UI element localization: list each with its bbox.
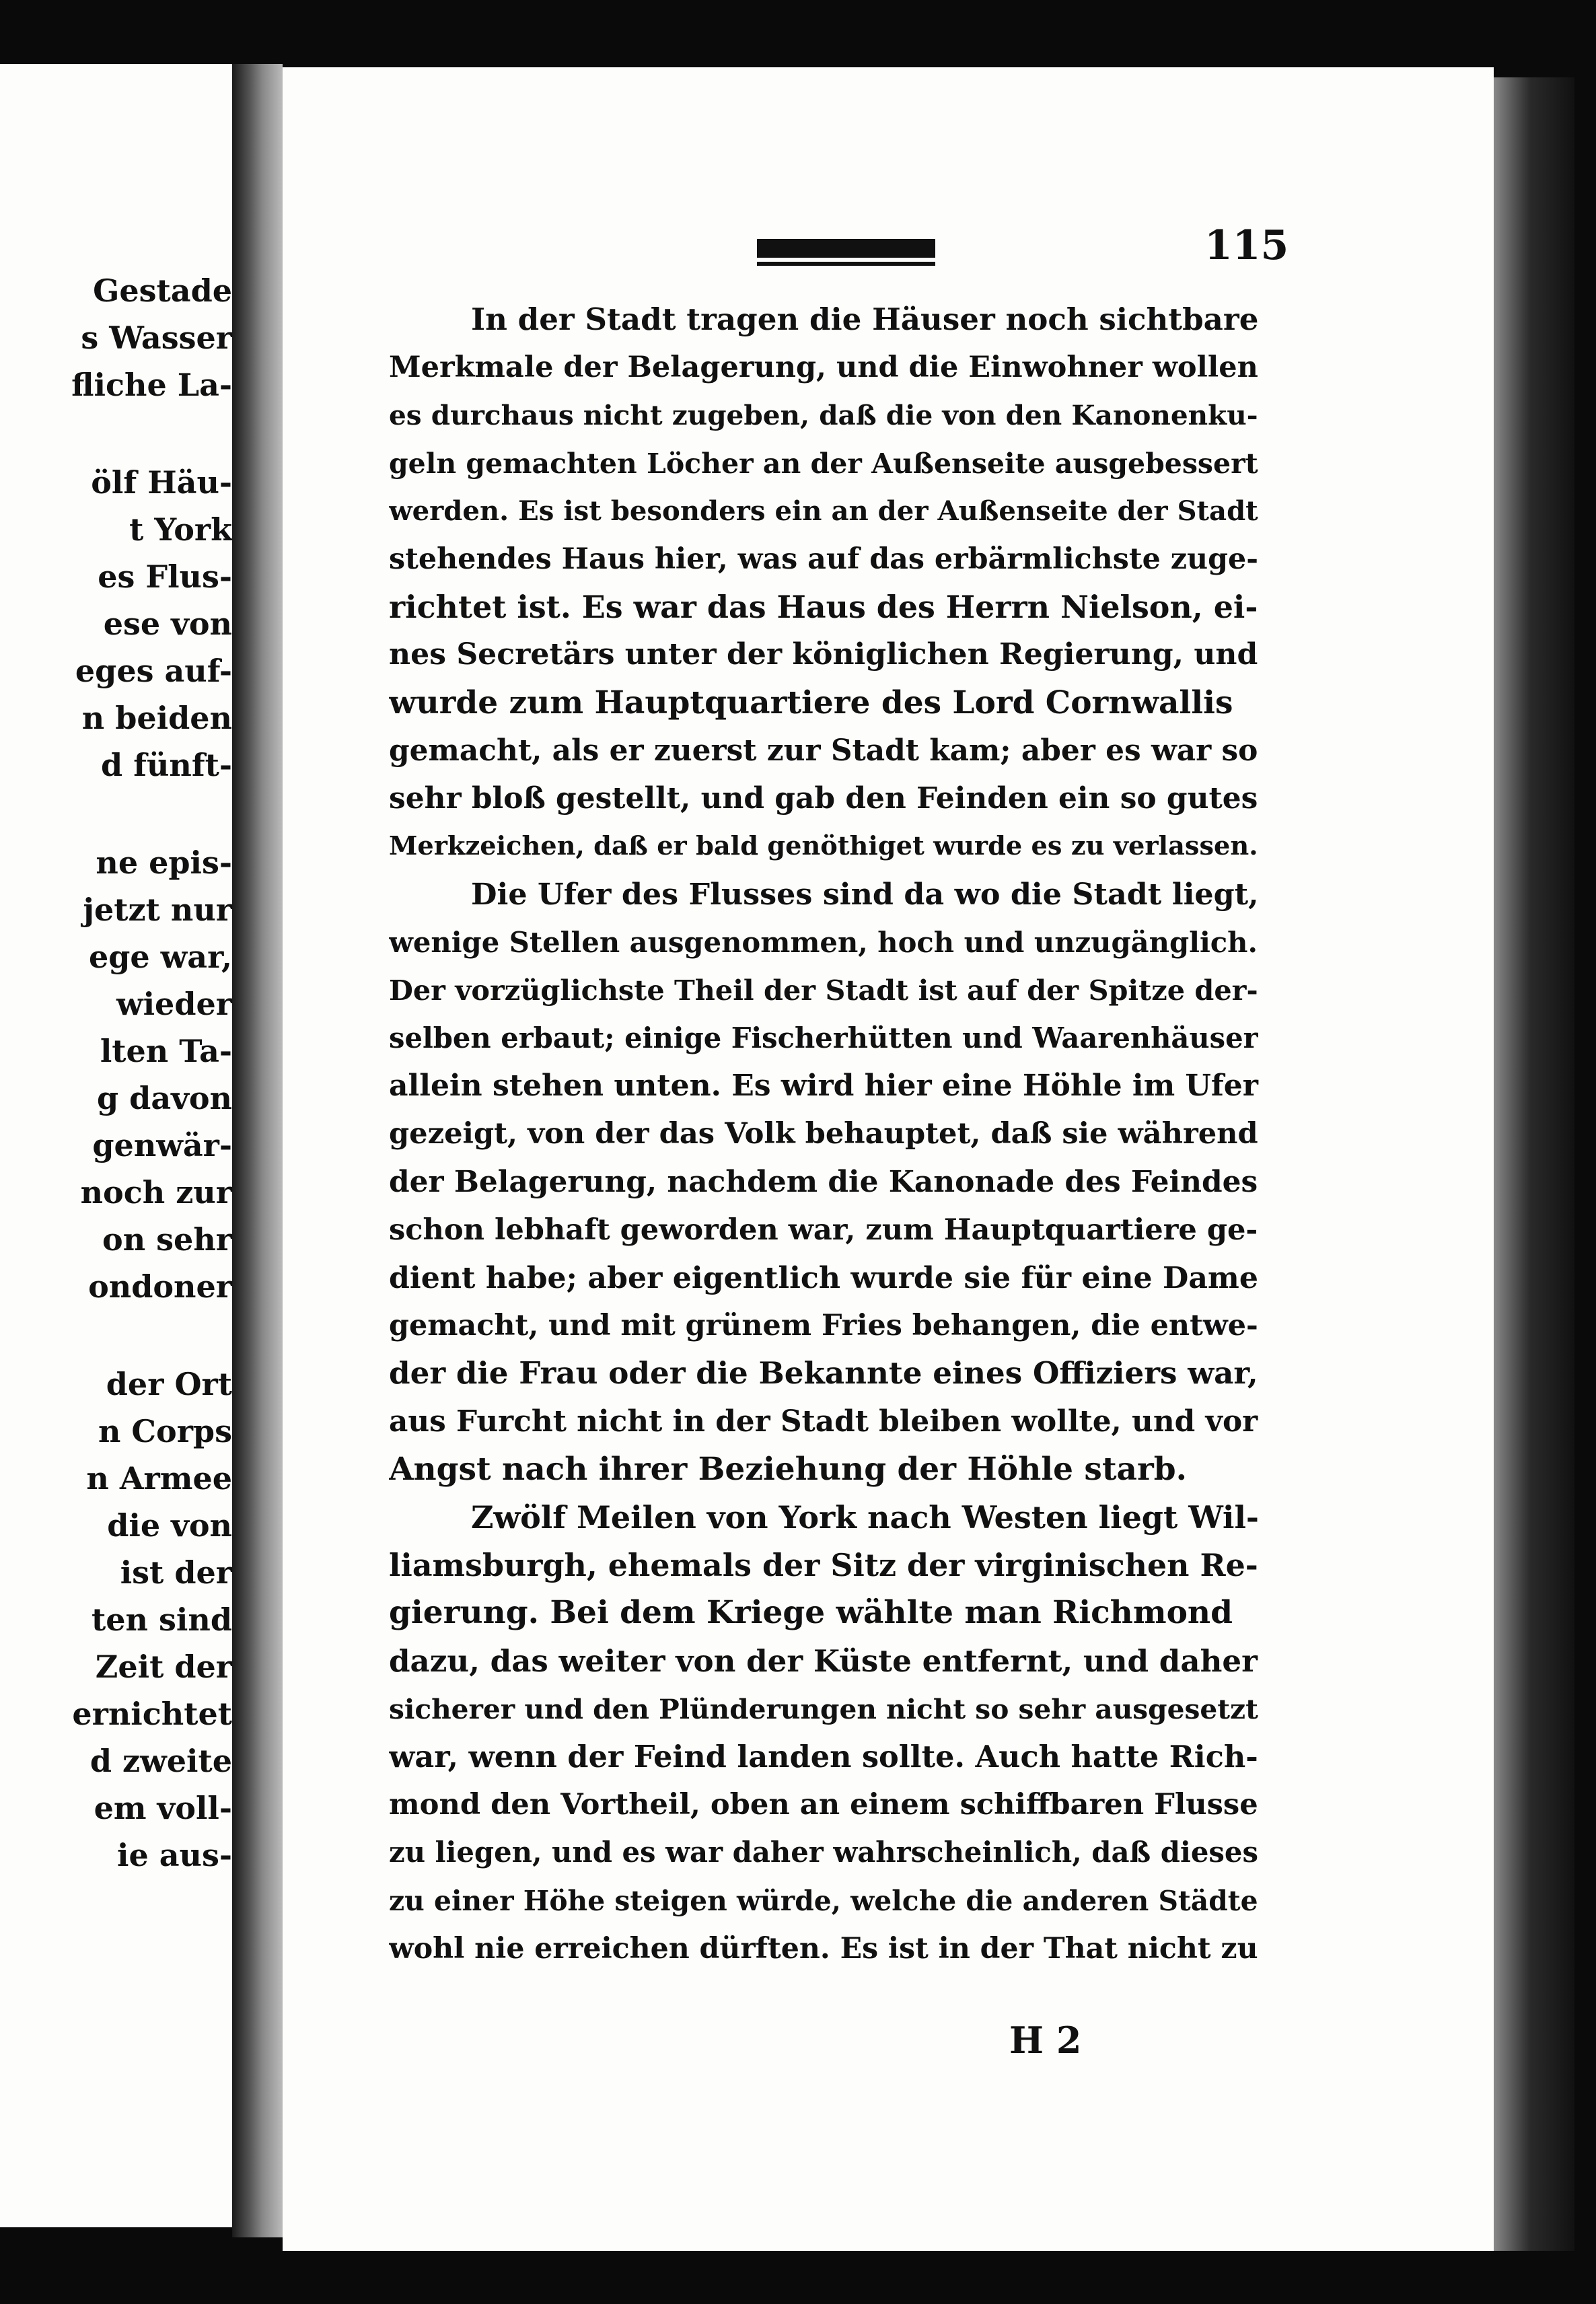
text-line: gemacht, als er zuerst zur Stadt kam; aber es war so <box>389 733 1258 768</box>
left-page-line: die von <box>107 1507 232 1544</box>
page-edge <box>1494 77 1574 2251</box>
left-page-line: d zweite <box>89 1743 232 1779</box>
text-line: Merkzeichen, daß er bald genöthiget wurde es zu verlassen. <box>389 831 1258 862</box>
left-page-line: eges auf- <box>75 653 232 689</box>
text-line: sicherer und den Plünderungen nicht so sehr ausgesetzt <box>389 1692 1258 1725</box>
text-line: zu einer Höhe steigen würde, welche die anderen Städte <box>389 1884 1258 1917</box>
text-line: gezeigt, von der das Volk behauptet, daß sie während <box>389 1116 1258 1151</box>
text-line: werden. Es ist besonders ein an der Außenseite der Stadt <box>389 495 1258 527</box>
left-page-line: s Wasser <box>81 320 232 356</box>
left-page-line: em voll- <box>94 1790 232 1826</box>
text-line: selben erbaut; einige Fischerhütten und Waarenhäuser <box>389 1021 1258 1054</box>
left-page-line: n beiden <box>81 700 232 736</box>
text-line: liamsburgh, ehemals der Sitz der virginischen Re- <box>389 1547 1258 1584</box>
text-line: Zwölf Meilen von York nach Westen liegt Wil- <box>471 1499 1260 1536</box>
text-line: sehr bloß gestellt, und gab den Feinden ein so gutes <box>389 781 1258 816</box>
text-line: dazu, das weiter von der Küste entfernt, und daher <box>389 1643 1258 1679</box>
left-page-line: fliche La- <box>71 367 232 403</box>
left-page <box>0 64 232 2227</box>
text-line: aus Furcht nicht in der Stadt bleiben wollte, und vor <box>389 1404 1258 1439</box>
left-page-line: g davon <box>96 1080 232 1116</box>
left-page-line: Gestade <box>93 273 232 309</box>
text-line: mond den Vortheil, oben an einem schiffbaren Flusse <box>389 1787 1258 1822</box>
text-line: wenige Stellen ausgenommen, hoch und unzugänglich. <box>389 925 1258 959</box>
text-line: geln gemachten Löcher an der Außenseite ausgebessert <box>389 447 1258 480</box>
left-page-line: der Ort <box>106 1366 232 1402</box>
left-page-line: n Armee <box>86 1460 232 1497</box>
left-page-line: es Flus- <box>98 559 232 595</box>
left-page-line: ten sind <box>92 1601 232 1638</box>
left-page-line: genwär- <box>92 1127 232 1163</box>
page-number: 115 <box>1204 222 1289 269</box>
left-page-line: ese von <box>103 606 232 642</box>
left-page-line: ie aus- <box>117 1837 232 1873</box>
left-page-line: d fünft- <box>101 747 232 783</box>
text-line: gierung. Bei dem Kriege wählte man Richmond <box>389 1594 1233 1632</box>
text-line: In der Stadt tragen die Häuser noch sichtbare <box>471 301 1259 337</box>
text-line: war, wenn der Feind landen sollte. Auch hatte Rich- <box>389 1739 1258 1774</box>
left-page-line: ernichtet <box>72 1696 232 1732</box>
text-line: es durchaus nicht zugeben, daß die von den Kanonenku- <box>389 399 1258 432</box>
text-line: der Belagerung, nachdem die Kanonade des Feindes <box>389 1164 1258 1199</box>
text-line: gemacht, und mit grünem Fries behangen, die entwe- <box>389 1309 1258 1343</box>
text-line: richtet ist. Es war das Haus des Herrn Nielson, ei- <box>389 589 1258 626</box>
left-page-line: t York <box>129 511 232 548</box>
left-page-line: ölf Häu- <box>91 464 232 501</box>
signature-mark: H 2 <box>1009 2019 1082 2062</box>
left-page-line: lten Ta- <box>100 1033 232 1069</box>
left-page-line: Zeit der <box>95 1649 232 1685</box>
text-line: schon lebhaft geworden war, zum Hauptquartiere ge- <box>389 1213 1258 1247</box>
text-line: wurde zum Hauptquartiere des Lord Cornwallis <box>389 684 1233 721</box>
text-line: Die Ufer des Flusses sind da wo die Stadt liegt, <box>471 877 1259 912</box>
left-page-line: ist der <box>120 1554 232 1591</box>
left-page-line: on sehr <box>102 1221 232 1258</box>
left-page-line: ege war, <box>88 939 232 975</box>
text-line: dient habe; aber eigentlich wurde sie für eine Dame <box>389 1260 1258 1295</box>
text-line: Der vorzüglichste Theil der Stadt ist auf der Spitze der- <box>389 973 1258 1007</box>
left-page-line: ne epis- <box>96 844 232 881</box>
text-line: Merkmale der Belagerung, und die Einwohner wollen <box>389 351 1258 385</box>
text-line: zu liegen, und es war daher wahrscheinlich, daß dieses <box>389 1836 1258 1869</box>
text-line: wohl nie erreichen dürften. Es ist in der That nicht zu <box>389 1931 1258 1966</box>
left-page-line: noch zur <box>80 1174 232 1211</box>
text-line: der die Frau oder die Bekannte eines Offiziers war, <box>389 1355 1258 1392</box>
text-line: Angst nach ihrer Beziehung der Höhle starb. <box>389 1450 1187 1488</box>
text-line: stehendes Haus hier, was auf das erbärmlichste zuge- <box>389 542 1258 576</box>
text-line: allein stehen unten. Es wird hier eine Höhle im Ufer <box>389 1069 1258 1104</box>
left-page-line: jetzt nur <box>83 892 232 928</box>
text-line: nes Secretärs unter der königlichen Regierung, und <box>389 637 1258 672</box>
left-page-line: wieder <box>116 986 232 1022</box>
header-rule <box>757 239 935 258</box>
book-gutter <box>232 64 283 2237</box>
left-page-line: n Corps <box>98 1413 232 1449</box>
left-page-line: ondoner <box>88 1268 232 1305</box>
